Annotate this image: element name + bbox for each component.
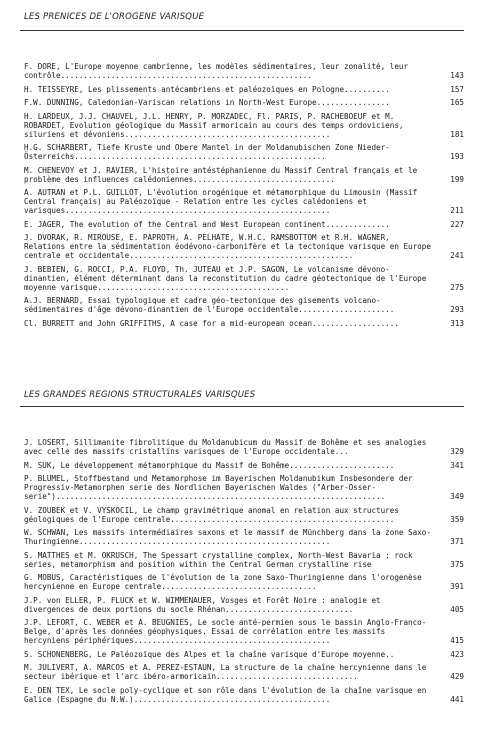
toc-entry-text: W. SCHWAN, Les massifs intermédiaires saxons et le massif de Münchberg dans la zone Saxo-Thuringienne....................................................... (24, 528, 431, 546)
toc-entry-text: S. MATTHES et M. OKRUSCH, The Spessart crystalline complex, North-West Bavaria ; rock series, metamorphism and position within the Central German crystalline rise (24, 550, 413, 569)
toc-entry (24, 265, 464, 292)
toc-entry-page: 181 (450, 129, 464, 139)
toc-entry (24, 220, 464, 229)
toc-entry-page: 143 (450, 71, 464, 80)
toc-entry (24, 618, 464, 645)
toc-entry-page: 375 (450, 559, 464, 569)
toc-entry (24, 98, 464, 107)
toc-entry-text: J.P. LEFORT, C. WEBER et A. BEUGNIES, Le socle anté-permien sous le bassin Anglo-Franco-Belge, d'après les données géophysiques. Essai de corrélation entre les massifs hercyniens périphériques........................................... (24, 618, 427, 645)
section-title-grandes-regions: LES GRANDES REGIONS STRUCTURALES VARISQUES (24, 390, 256, 400)
toc-entry-page: 391 (450, 582, 464, 591)
toc-entry-text: F. DORE, L'Europe moyenne cambrienne, les modèles sédimentaires, leur zonalité, leur contrôle....................................................... (24, 62, 409, 80)
section-divider (20, 406, 464, 407)
toc-entry-text: H.G. SCHARBERT, Tiefe Kruste und Obere Mantel in der Moldanubischen Zone Nieder-Österreichs....................................................... (24, 143, 390, 161)
toc-entry (24, 474, 464, 501)
section-2-entries (24, 438, 464, 708)
toc-entry (24, 62, 464, 80)
toc-entry-text: F.W. DUNNING, Caledonian-Variscan relations in North-West Europe................ (24, 98, 390, 107)
toc-entry-text: J. LOSERT, Sillimanite fibrolitique du Moldanubicum du Massif de Bohême et ses analogies avec celle des massifs cristallins varisques de l'Europe occidentale... (24, 438, 427, 456)
toc-entry-text: E. JAGER, The evolution of the Central and West European continent.............. (24, 219, 390, 229)
toc-entry-text: M. CHENEVOY et J. RAVIER, L'histoire antéstéphanienne du Massif Central français et le problème des influences calédoniennes............................... (24, 165, 418, 184)
toc-entry (24, 461, 464, 470)
toc-entry (24, 85, 464, 94)
toc-entry-page: 405 (450, 604, 464, 614)
toc-entry (24, 573, 464, 591)
toc-entry-text: J. DVORAK, R. MIROUSE, E. PAPROTH, A. PELHATE, W.H.C. RAMSBOTTOM et R.H. WAGNER, Relations entre la sédimentation éodévono-carbonifère et la tectonique varisque en Europe centrale et occidentale................................................. (24, 233, 431, 260)
toc-entry-page: 441 (450, 694, 464, 704)
toc-entry-text: H. TEISSEYRE, Les plissements antécambriens et paléozoïques en Pologne.......... (24, 84, 390, 94)
section-divider (20, 30, 464, 31)
toc-entry (24, 686, 464, 704)
toc-entry-text: H. LARDEUX, J.J. CHAUVEL, J.L. HENRY, P. MORZADEC, Fl. PARIS, P. RACHEBOEUF et M. ROBARDET, Evolution géologique du Massif armoricain au cours des temps ordoviciens, siluriens et dévoniens............................................. (24, 111, 404, 139)
section-title-premices: LES PRENICES DE L'OROGENE VARISQUE (24, 12, 205, 22)
toc-entry-page: 371 (450, 537, 464, 546)
section-1-entries (24, 62, 464, 332)
toc-entry-page: 199 (450, 174, 464, 184)
toc-entry-text: A.J. BERNARD, Essai typologique et cadre géo-tectonique des gisements volcano-sédimentaires d'âge dévono-dinantien de l'Europe occidentale..................... (24, 296, 395, 314)
toc-entry-page: 211 (450, 206, 464, 215)
toc-entry-page: 329 (450, 447, 464, 456)
toc-entry (24, 112, 464, 139)
toc-entry-page: 227 (450, 219, 464, 229)
toc-entry-text: G. MOBUS, Caractéristiques de l'évolution de la zone Saxo-Thuringienne dans l'orogenèse hercynienne en Europe centrale.................................. (24, 573, 422, 591)
toc-entry-page: 275 (450, 282, 464, 292)
toc-entry (24, 188, 464, 215)
toc-entry (24, 506, 464, 524)
toc-entry-text: M. JULIVERT, A. MARCOS et A. PEREZ-ESTAUN, La structure de la chaîne hercynienne dans le secteur ibérique et l'arc ibéro-armoricain............................... (24, 663, 427, 681)
toc-entry-page: 293 (450, 305, 464, 314)
toc-entry-text: V. ZOUBEK et V. VYSKOCIL, Le champ gravimétrique anomal en relation aux structures géologiques de l'Europe centrale................................................. (24, 505, 399, 524)
toc-entry (24, 551, 464, 569)
toc-entry-text: J.P. von ELLER, P. FLUCK et W. WIMMENAUER, Vosges et Forêt Noire : analogie et divergences de deux portions du socle Rhénan............................ (24, 595, 381, 614)
toc-entry (24, 296, 464, 314)
toc-entry (24, 143, 464, 161)
toc-entry-text: J. BEBIEN, G. ROCCI, P.A. FLOYD, Th. JUTEAU et J.P. SAGON, Le volcanisme dévono-dinantien, élément déterminant dans la reconstitution du cadre géotectonique de l'Europe moyenne varisque.......................................... (24, 264, 427, 292)
toc-entry-text: P. BLUMEL, Stoffbestand und Metamorphose im Bayerischen Moldanubikum Insbesondere der Progressiv-Metamorphen serie des Nordlichen Bayerischen Waldes ("Arber-Osser-serie")........................................................................ (24, 474, 413, 501)
toc-entry-text: A. AUTRAN et P.L. GUILLOT, L'évolution orogénique et métamorphique du Limousin (Massif Central français) au Paléozoïque - Relation entre les cycles calédoniens et varisques.......................................................... (24, 188, 418, 215)
toc-entry (24, 663, 464, 681)
toc-entry-page: 415 (450, 636, 464, 645)
toc-entry-text: M. SUK, Le développement métamorphique du Massif de Bohême....................... (24, 460, 395, 470)
toc-entry-page: 193 (450, 152, 464, 161)
toc-entry (24, 438, 464, 456)
toc-entry (24, 528, 464, 546)
toc-entry-page: 341 (450, 460, 464, 470)
toc-entry-page: 423 (450, 649, 464, 659)
toc-entry-text: E. DEN TEX, Le socle poly-cyclique et son rôle dans l'évolution de la chaîne varisque en Galice (Espagne du N.W.)........................................... (24, 685, 427, 704)
toc-entry-text: Cl. BURRETT and John GRIFFITHS, A case for a mid-european ocean................... (24, 318, 399, 328)
toc-entry-page: 359 (450, 514, 464, 524)
toc-entry (24, 233, 464, 260)
toc-entry-page: 313 (450, 318, 464, 328)
toc-entry (24, 650, 464, 659)
toc-entry-page: 349 (450, 492, 464, 501)
toc-entry (24, 166, 464, 184)
toc-entry-text: S. SCHONENBERG, Le Paléozoïque des Alpes et la chaîne varisque d'Europe moyenne.. (24, 649, 395, 659)
toc-entry (24, 319, 464, 328)
toc-entry-page: 241 (450, 251, 464, 260)
toc-entry-page: 157 (450, 84, 464, 94)
toc-entry-page: 165 (450, 98, 464, 107)
toc-entry (24, 596, 464, 614)
toc-entry-page: 429 (450, 672, 464, 681)
